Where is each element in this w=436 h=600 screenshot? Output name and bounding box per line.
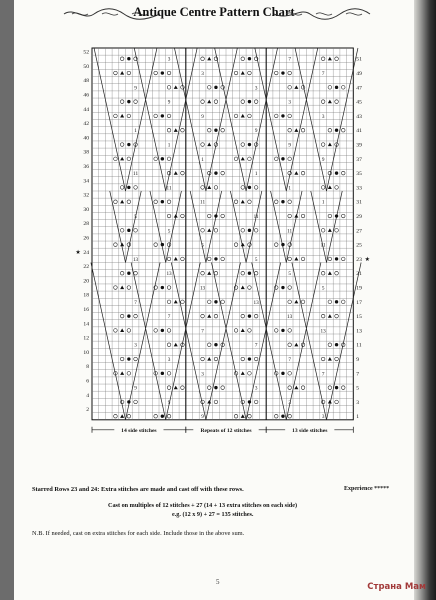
row-number-left: 24 — [83, 249, 89, 256]
stitch-count-label: 5 — [167, 228, 171, 235]
stitch-count-label: 9 — [134, 385, 137, 392]
bobble-symbol — [248, 400, 251, 403]
row-number-right: 23 — [356, 256, 362, 263]
stitch-count-label: 5 — [321, 285, 325, 292]
row-number-right: 21 — [356, 271, 362, 278]
row-number-right: 15 — [356, 314, 362, 321]
bobble-symbol — [335, 257, 338, 260]
row-number-left: 16 — [83, 306, 89, 313]
bobble-symbol — [281, 114, 284, 117]
row-number-left: 28 — [83, 221, 89, 228]
page-number: 5 — [216, 578, 220, 586]
row-number-right: 19 — [356, 285, 362, 292]
ornament-right-icon — [272, 7, 372, 21]
stitch-count-label: 3 — [254, 385, 258, 392]
row-number-right: 25 — [356, 242, 362, 249]
row-number-right: 7 — [356, 371, 360, 378]
starred-row-marker: ★ — [364, 255, 370, 263]
stitch-count-label: 3 — [201, 371, 204, 378]
stitch-count-label: 1 — [134, 128, 137, 135]
row-number-right: 13 — [356, 328, 362, 335]
stitch-count-label: 3 — [288, 99, 291, 106]
stitch-count-label: 13 — [253, 299, 259, 306]
bobble-symbol — [214, 129, 217, 132]
bobble-symbol — [214, 343, 217, 346]
bobble-symbol — [335, 214, 338, 217]
bobble-symbol — [127, 100, 130, 103]
stitch-count-label: 11 — [253, 214, 259, 221]
book-binding — [414, 0, 436, 600]
stitch-count-label: 7 — [321, 71, 325, 78]
row-number-right: 5 — [356, 385, 360, 392]
bobble-symbol — [335, 86, 338, 89]
stitch-count-label: 13 — [320, 328, 326, 335]
bobble-symbol — [335, 129, 338, 132]
cast-on-example: e.g. (12 x 9) + 27 = 135 stitches. — [172, 511, 254, 518]
starred-rows-note: Starred Rows 23 and 24: Extra stitches are made and cast off with these rows. — [32, 486, 244, 493]
bobble-symbol — [214, 300, 217, 303]
stitch-count-label: 3 — [254, 85, 258, 92]
stitch-count-label: 7 — [134, 299, 137, 306]
row-number-right: 43 — [356, 113, 362, 120]
left-side-span-label: 14 side stitches — [121, 427, 157, 434]
starred-row-marker: ★ — [75, 248, 81, 256]
row-number-left: 44 — [83, 106, 89, 113]
stitch-count-label: 11 — [287, 228, 293, 235]
bobble-symbol — [335, 343, 338, 346]
bobble-symbol — [161, 286, 164, 289]
row-number-right: 49 — [356, 71, 362, 78]
bobble-symbol — [161, 329, 164, 332]
stitch-count-label: 3 — [167, 56, 171, 63]
bobble-symbol — [281, 286, 284, 289]
row-number-left: 30 — [83, 206, 89, 213]
row-number-right: 3 — [356, 399, 360, 406]
row-number-left: 26 — [83, 235, 89, 242]
bobble-symbol — [281, 157, 284, 160]
stitch-count-label: 9 — [321, 156, 325, 163]
bobble-symbol — [248, 57, 251, 60]
stitch-count-label: 9 — [288, 142, 291, 149]
right-side-span-label: 13 side stitches — [292, 427, 328, 434]
stitch-count-label: 9 — [167, 99, 171, 106]
bobble-symbol — [248, 314, 251, 317]
bobble-symbol — [248, 186, 251, 189]
row-number-right: 29 — [356, 214, 362, 221]
row-number-left: 6 — [86, 378, 89, 385]
bobble-symbol — [161, 415, 164, 418]
bobble-symbol — [248, 357, 251, 360]
stitch-count-label: 3 — [167, 357, 171, 364]
stitch-count-label: 11 — [133, 171, 139, 178]
stitch-count-label: 7 — [321, 371, 325, 378]
stitch-count-label: 1 — [254, 171, 258, 178]
stitch-count-label: 9 — [167, 399, 171, 406]
stitch-count-label: 9 — [254, 128, 258, 135]
bobble-symbol — [248, 272, 251, 275]
stitch-count-label: 7 — [167, 314, 171, 321]
row-number-right: 39 — [356, 142, 362, 149]
stitch-count-label: 7 — [254, 342, 258, 349]
bobble-symbol — [248, 229, 251, 232]
stitch-count-label: 3 — [134, 342, 137, 349]
bobble-symbol — [214, 257, 217, 260]
stitch-count-label: 1 — [288, 185, 291, 192]
bobble-symbol — [214, 386, 217, 389]
row-number-right: 45 — [356, 99, 362, 106]
row-number-left: 4 — [86, 392, 89, 399]
bobble-symbol — [161, 71, 164, 74]
stitch-count-label: 13 — [199, 285, 206, 292]
row-number-left: 34 — [83, 178, 89, 185]
row-number-left: 18 — [83, 292, 89, 299]
row-number-left: 32 — [83, 192, 89, 199]
row-number-right: 1 — [356, 414, 360, 421]
stitch-count-label: 3 — [321, 414, 325, 421]
row-number-left: 12 — [83, 335, 89, 342]
bobble-symbol — [281, 243, 284, 246]
row-number-left: 42 — [83, 121, 89, 128]
row-number-right: 17 — [356, 299, 362, 306]
bobble-symbol — [214, 86, 217, 89]
row-number-right: 35 — [356, 171, 362, 178]
watermark-logo: Страна Мам — [367, 582, 426, 592]
row-number-left: 36 — [83, 163, 89, 170]
row-number-left: 10 — [83, 349, 89, 356]
stitch-count-label: 11 — [320, 242, 326, 249]
row-number-left: 50 — [83, 63, 89, 70]
stitch-chart — [76, 44, 388, 462]
pattern-page — [14, 0, 414, 600]
stitch-count-label: 13 — [132, 256, 139, 263]
chart-title: Antique Centre Pattern Chart — [133, 5, 295, 19]
stitch-count-label: 7 — [288, 357, 291, 364]
row-number-left: 52 — [83, 49, 89, 56]
bobble-symbol — [127, 272, 130, 275]
row-number-left: 38 — [83, 149, 89, 156]
stitch-count-label: 11 — [166, 185, 172, 192]
row-number-right: 27 — [356, 228, 362, 235]
stitch-count-label: 7 — [201, 328, 204, 335]
stitch-count-label: 3 — [201, 71, 204, 78]
row-number-right: 9 — [356, 357, 360, 364]
nb-note: N.B. If needed, cast on extra stitches for each side. Include those in the above sum. — [32, 530, 245, 537]
bobble-symbol — [127, 229, 130, 232]
row-number-left: 8 — [86, 364, 89, 371]
bobble-symbol — [281, 372, 284, 375]
row-number-left: 2 — [86, 407, 89, 414]
bobble-symbol — [127, 57, 130, 60]
stitch-count-label: 1 — [201, 156, 204, 163]
row-number-left: 22 — [83, 264, 89, 271]
row-number-right: 51 — [356, 56, 362, 63]
bobble-symbol — [281, 200, 284, 203]
stitch-count-label: 1 — [167, 142, 171, 149]
stitch-count-label: 9 — [201, 414, 204, 421]
row-number-right: 31 — [356, 199, 362, 206]
bobble-symbol — [281, 415, 284, 418]
bobble-symbol — [248, 100, 251, 103]
stitch-count-label: 5 — [254, 256, 258, 263]
bobble-symbol — [127, 400, 130, 403]
bobble-symbol — [214, 214, 217, 217]
stitch-count-label: 9 — [201, 113, 204, 120]
bobble-symbol — [214, 171, 217, 174]
bobble-symbol — [335, 386, 338, 389]
row-number-right: 41 — [356, 128, 362, 135]
bobble-symbol — [161, 200, 164, 203]
bobble-symbol — [161, 372, 164, 375]
row-number-left: 40 — [83, 135, 89, 142]
row-number-right: 33 — [356, 185, 362, 192]
bobble-symbol — [281, 329, 284, 332]
stitch-count-label: 5 — [134, 214, 137, 221]
bobble-symbol — [127, 186, 130, 189]
bobble-symbol — [127, 143, 130, 146]
stitch-count-label: 1 — [321, 199, 325, 206]
row-number-left: 14 — [83, 321, 89, 328]
row-number-left: 46 — [83, 92, 89, 99]
bobble-symbol — [335, 171, 338, 174]
row-number-left: 20 — [83, 278, 89, 285]
stitch-count-label: 5 — [201, 242, 204, 249]
row-number-right: 11 — [356, 342, 362, 349]
row-number-right: 47 — [356, 85, 362, 92]
stitch-count-label: 13 — [287, 314, 293, 321]
bobble-symbol — [127, 357, 130, 360]
stitch-count-label: 5 — [288, 271, 291, 278]
bobble-symbol — [161, 114, 164, 117]
stitch-count-label: 3 — [321, 113, 325, 120]
bobble-symbol — [248, 143, 251, 146]
experience-rating: Experience ***** — [344, 486, 390, 492]
repeat-span-label: Repeats of 12 stitches — [200, 427, 252, 434]
bobble-symbol — [281, 71, 284, 74]
stitch-count-label: 11 — [200, 199, 206, 206]
row-number-left: 48 — [83, 78, 89, 85]
cast-on-note: Cast on multiples of 12 stitches + 27 (14 + 13 extra stitches on each side) — [108, 502, 298, 509]
bobble-symbol — [161, 157, 164, 160]
stitch-count-label: 9 — [134, 85, 137, 92]
stitch-count-label: 7 — [288, 56, 291, 63]
bobble-symbol — [127, 314, 130, 317]
row-number-right: 37 — [356, 156, 362, 163]
bobble-symbol — [335, 300, 338, 303]
bobble-symbol — [161, 243, 164, 246]
stitch-count-label: 13 — [166, 271, 172, 278]
stitch-count-label: 3 — [288, 399, 291, 406]
